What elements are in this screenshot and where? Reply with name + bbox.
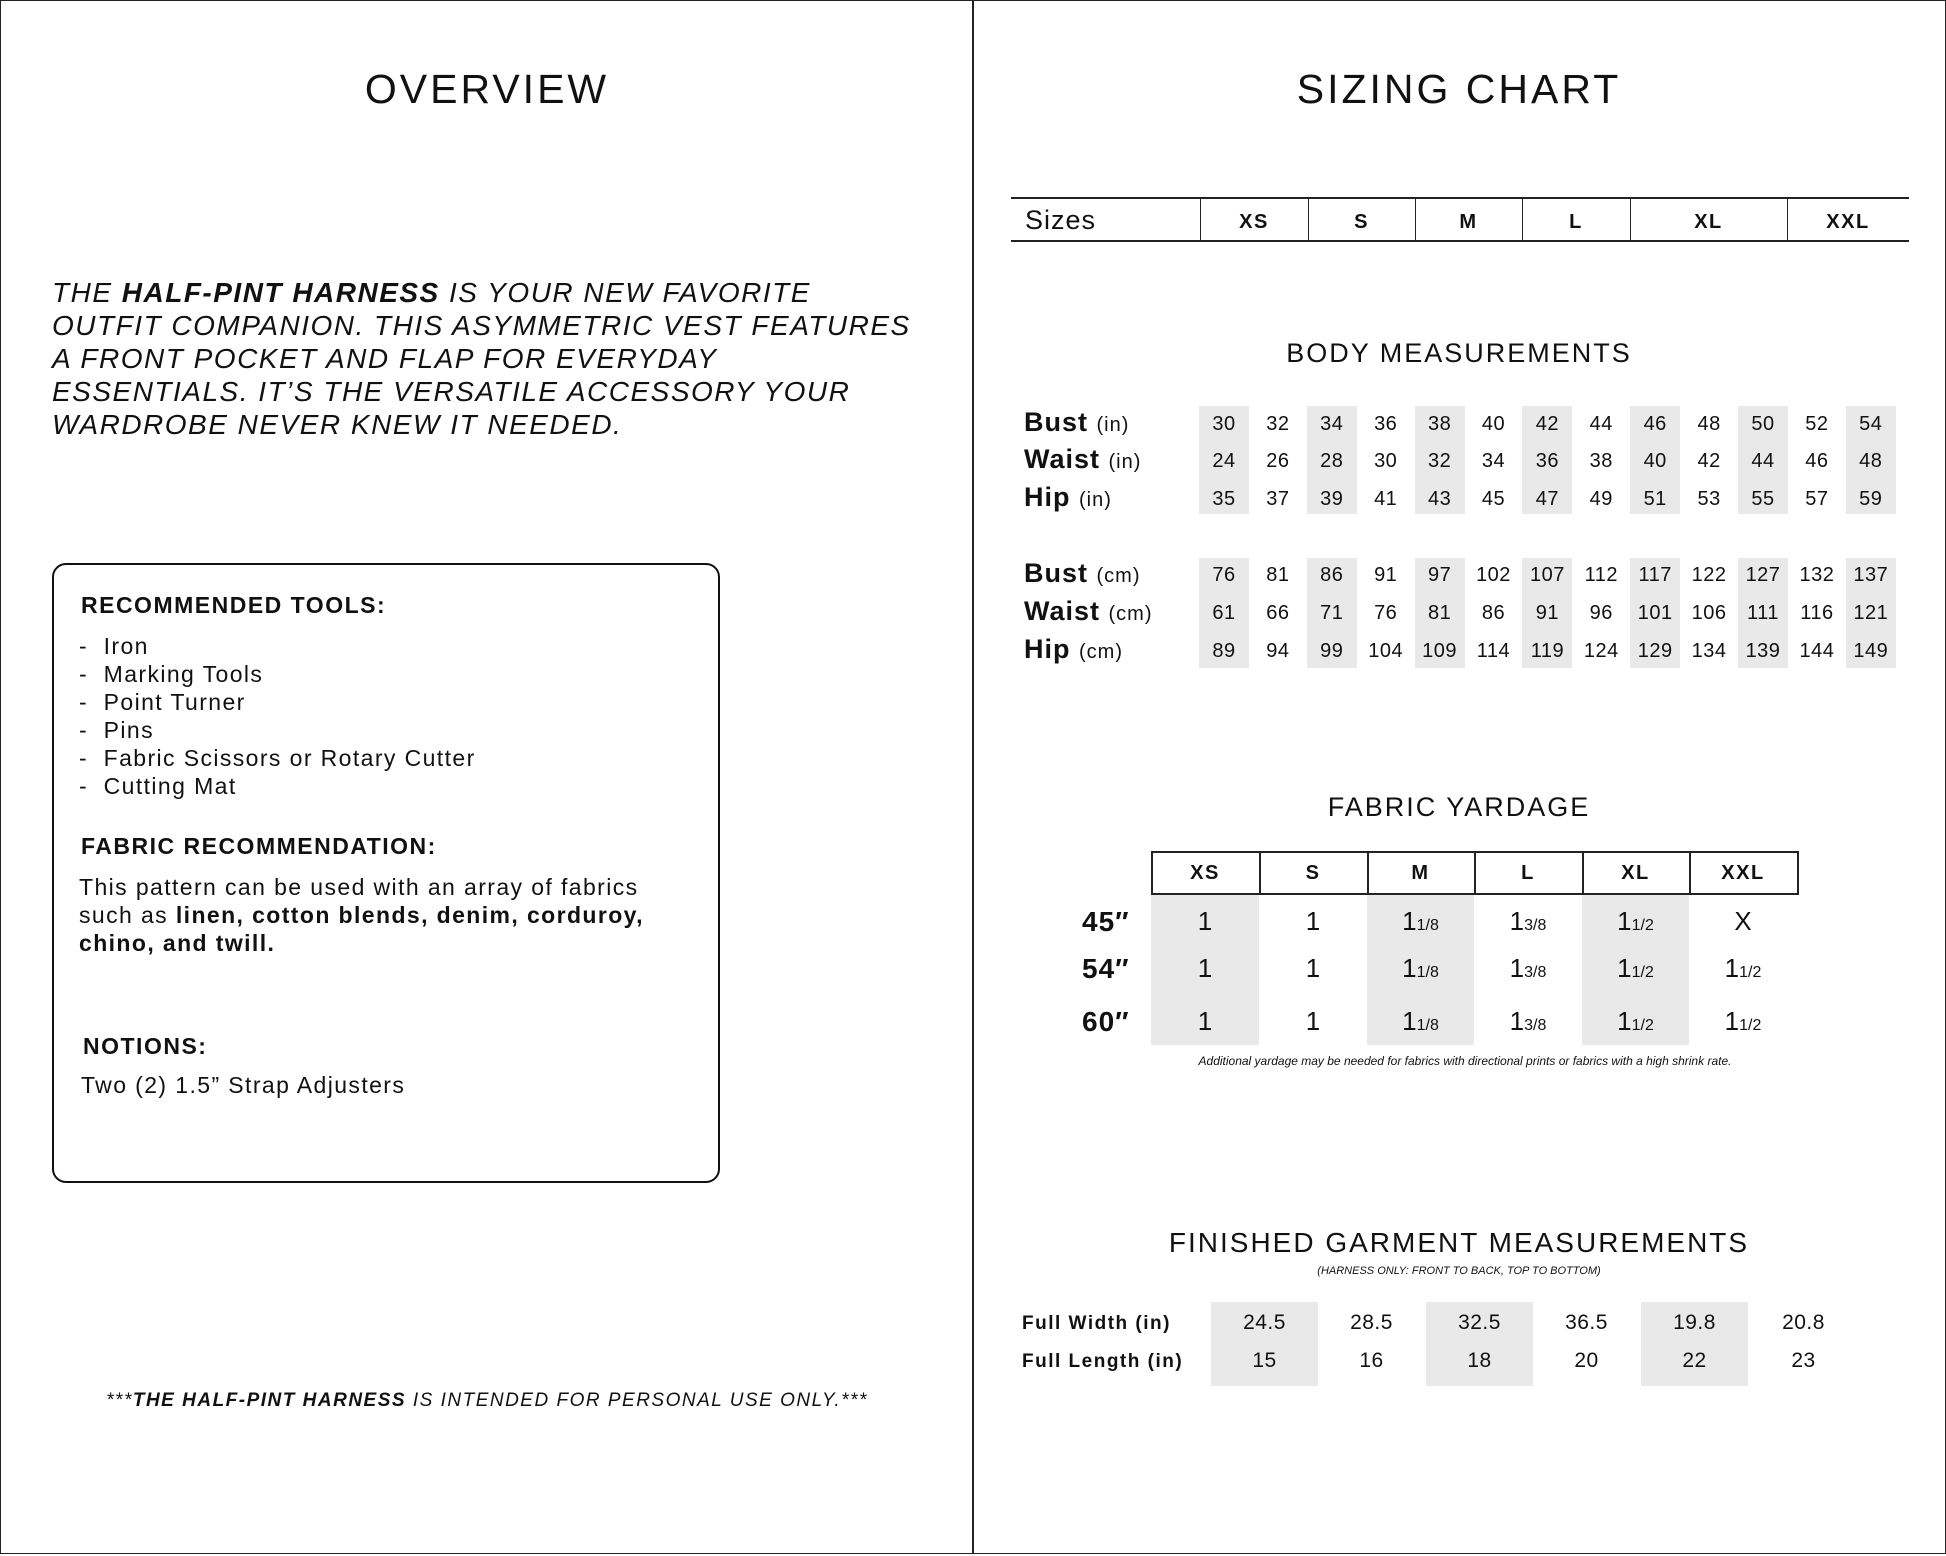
yardage-fraction: 1/8 — [1416, 964, 1439, 981]
yardage-value — [1259, 1006, 1367, 1037]
row-label — [1024, 444, 1141, 475]
yardage-value — [1474, 1006, 1582, 1037]
measurement-value: 89 — [1212, 640, 1236, 662]
yardage-whole: 1 — [1724, 953, 1740, 983]
measurement-value: 119 — [1530, 640, 1565, 662]
footer-post: IS INTENDED FOR PERSONAL USE ONLY.*** — [406, 1390, 868, 1411]
yardage-value — [1582, 953, 1689, 984]
measurement-name: Bust — [1024, 407, 1097, 437]
sizes-top-rule — [1011, 197, 1909, 199]
size-header-cell: XL — [1694, 211, 1723, 233]
row-label — [1024, 482, 1112, 513]
measurement-value: 116 — [1800, 602, 1834, 624]
yardage-width-label: 54″ — [1082, 953, 1130, 984]
measurement-value: 54 — [1859, 413, 1883, 435]
tools-heading: RECOMMENDED TOOLS: — [81, 592, 387, 618]
measurement-value: 44 — [1751, 450, 1775, 472]
measurement-value: 137 — [1853, 564, 1889, 586]
measurement-value: 111 — [1747, 602, 1779, 624]
fabric-text-pre: This pattern can be used with an array of fabrics such as — [79, 874, 639, 928]
measurement-value: 81 — [1427, 602, 1452, 624]
measurement-name: Waist — [1024, 444, 1109, 474]
measurement-value: 66 — [1266, 602, 1290, 624]
yardage-whole: 1 — [1197, 906, 1213, 936]
yardage-fraction: 1/8 — [1416, 1017, 1439, 1034]
fabric-text — [79, 873, 679, 957]
footer-note — [0, 1390, 974, 1412]
yardage-whole: 1 — [1509, 1006, 1525, 1036]
measurement-unit: (in) — [1079, 489, 1112, 511]
overview-title: OVERVIEW — [364, 66, 610, 112]
yardage-whole: 1 — [1509, 953, 1525, 983]
yardage-width-label: 45″ — [1082, 906, 1130, 937]
intro-post: IS YOUR NEW FAVORITE OUTFIT COMPANION. THIS ASYMMETRIC VEST FEATURES A FRONT POCKET AND FLAP FOR EVERYDAY ESSENTIALS. IT’S THE VERSATILE ACCESSORY YOUR WARDROBE NEVER KNEW IT NEEDED. — [52, 277, 911, 440]
yardage-whole: 1 — [1305, 906, 1321, 936]
yardage-fraction: 1/2 — [1739, 1017, 1762, 1034]
measurement-value: 42 — [1697, 450, 1721, 472]
measurement-value: 102 — [1476, 564, 1511, 586]
measurement-value: 76 — [1212, 564, 1236, 586]
yardage-value — [1259, 906, 1367, 937]
measurement-value: 53 — [1697, 488, 1721, 510]
yardage-whole: 1 — [1724, 1006, 1740, 1036]
finished-value: 32.5 — [1458, 1311, 1501, 1334]
measurement-unit: (cm) — [1079, 641, 1123, 663]
yardage-size-header: L — [1521, 862, 1535, 884]
measurement-value: 52 — [1805, 413, 1829, 435]
footer-product-name: THE HALF-PINT HARNESS — [132, 1390, 407, 1411]
measurement-value: 106 — [1691, 602, 1727, 624]
measurement-value: 99 — [1320, 640, 1344, 662]
yardage-size-header: XS — [1190, 862, 1220, 884]
measurement-value: 122 — [1691, 564, 1727, 586]
measurement-value: 76 — [1374, 602, 1398, 624]
row-label — [1024, 634, 1123, 665]
finished-value: 20 — [1574, 1349, 1599, 1372]
size-header-cell: S — [1354, 211, 1369, 233]
measurement-value: 91 — [1374, 564, 1398, 586]
yardage-value — [1151, 1006, 1259, 1037]
footer-pre: *** — [106, 1390, 133, 1411]
measurement-value: 139 — [1745, 640, 1781, 662]
measurement-value: 24 — [1212, 450, 1236, 472]
yardage-value — [1367, 1006, 1474, 1037]
measurement-value: 34 — [1481, 450, 1506, 472]
measurement-value: 121 — [1853, 602, 1889, 624]
measurement-name: Waist — [1024, 596, 1109, 626]
measurement-value: 59 — [1859, 488, 1883, 510]
yardage-whole: 1 — [1305, 1006, 1321, 1036]
measurement-value: 40 — [1643, 450, 1667, 472]
yardage-whole: 1 — [1617, 953, 1632, 983]
yardage-value — [1151, 953, 1259, 984]
yardage-value — [1582, 1006, 1689, 1037]
measurement-name: Hip — [1024, 634, 1079, 664]
yardage-fraction: 3/8 — [1524, 1017, 1547, 1034]
finished-value: 20.8 — [1782, 1311, 1825, 1334]
yardage-fraction: 3/8 — [1524, 964, 1547, 981]
yardage-whole: 1 — [1197, 1006, 1213, 1036]
list-item: - Fabric Scissors or Rotary Cutter — [79, 744, 476, 772]
fabric-heading: FABRIC RECOMMENDATION: — [81, 833, 437, 859]
yardage-size-header: S — [1305, 862, 1321, 884]
yardage-value — [1689, 906, 1797, 937]
measurement-unit: (cm) — [1096, 565, 1141, 587]
measurement-value: 81 — [1266, 564, 1290, 586]
notions-heading: NOTIONS: — [83, 1033, 208, 1059]
measurement-value: 61 — [1212, 602, 1236, 624]
yardage-whole: 1 — [1402, 953, 1417, 983]
finished-value: 18 — [1467, 1349, 1492, 1372]
measurement-value: 45 — [1481, 488, 1506, 510]
measurement-value: 30 — [1212, 413, 1236, 435]
measurement-value: 38 — [1589, 450, 1613, 472]
measurement-value: 57 — [1805, 488, 1829, 510]
yardage-fraction: 1/2 — [1631, 917, 1654, 934]
yardage-fraction: 1/8 — [1416, 917, 1439, 934]
measurement-value: 94 — [1266, 640, 1290, 662]
row-label — [1024, 407, 1129, 438]
fabric-list: linen, cotton blends, denim, corduroy, chino, and twill. — [79, 902, 644, 956]
measurement-value: 48 — [1697, 413, 1721, 435]
yardage-value — [1474, 953, 1582, 984]
measurement-value: 46 — [1643, 413, 1667, 435]
yardage-whole: 1 — [1305, 953, 1321, 983]
measurement-unit: (cm) — [1108, 603, 1153, 625]
finished-subheading: (HARNESS ONLY: FRONT TO BACK, TOP TO BOTTOM) — [1317, 1265, 1601, 1277]
measurement-value: 40 — [1481, 413, 1506, 435]
intro-text — [52, 276, 912, 441]
list-item: - Point Turner — [79, 688, 476, 716]
measurement-value: 39 — [1320, 488, 1344, 510]
yardage-whole: 1 — [1402, 906, 1417, 936]
measurement-value: 37 — [1266, 488, 1290, 510]
measurement-value: 30 — [1374, 450, 1398, 472]
yardage-value — [1259, 953, 1367, 984]
measurement-value: 42 — [1535, 413, 1560, 435]
measurement-name: Hip — [1024, 482, 1079, 512]
yardage-width-label: 60″ — [1082, 1006, 1130, 1037]
measurement-value: 41 — [1374, 488, 1398, 510]
finished-row-label: Full Length (in) — [1022, 1351, 1184, 1372]
measurement-value: 144 — [1799, 640, 1835, 662]
intro-pre: THE — [52, 277, 122, 308]
list-item: - Marking Tools — [79, 660, 476, 688]
measurement-value: 49 — [1589, 488, 1613, 510]
measurement-unit: (in) — [1096, 414, 1130, 436]
body-heading: BODY MEASUREMENTS — [1286, 338, 1632, 368]
measurement-value: 46 — [1805, 450, 1829, 472]
size-header-cell: XXL — [1826, 211, 1870, 233]
finished-heading: FINISHED GARMENT MEASUREMENTS — [1168, 1227, 1750, 1258]
measurement-value: 28 — [1320, 450, 1344, 472]
measurement-value: 34 — [1320, 413, 1344, 435]
measurement-value: 48 — [1859, 450, 1883, 472]
measurement-value: 50 — [1751, 413, 1775, 435]
measurement-value: 107 — [1529, 564, 1565, 586]
yardage-fraction: 3/8 — [1524, 917, 1547, 934]
sizes-bottom-rule — [1011, 240, 1909, 242]
measurement-value: 32 — [1266, 413, 1290, 435]
yardage-size-header: M — [1411, 862, 1430, 884]
yardage-value — [1367, 906, 1474, 937]
measurement-value: 134 — [1691, 640, 1727, 662]
yardage-heading: FABRIC YARDAGE — [1327, 792, 1591, 822]
finished-value: 36.5 — [1565, 1311, 1608, 1334]
yardage-fraction: 1/2 — [1631, 964, 1654, 981]
size-header-cell: L — [1569, 211, 1583, 233]
yardage-value — [1151, 906, 1259, 937]
measurement-value: 47 — [1535, 488, 1560, 510]
yardage-fraction: 1/2 — [1631, 1017, 1654, 1034]
measurement-value: 86 — [1320, 564, 1344, 586]
row-label — [1024, 596, 1153, 627]
measurement-value: 55 — [1751, 488, 1775, 510]
measurement-value: 104 — [1368, 640, 1404, 662]
measurement-value: 96 — [1589, 602, 1613, 624]
measurement-value: 114 — [1476, 640, 1511, 662]
sizes-label: Sizes — [1025, 205, 1097, 235]
intro-product-name: HALF-PINT HARNESS — [121, 277, 440, 308]
measurement-value: 129 — [1637, 640, 1673, 662]
yardage-whole: 1 — [1402, 1006, 1417, 1036]
measurement-value: 32 — [1427, 450, 1452, 472]
yardage-whole: 1 — [1197, 953, 1213, 983]
row-label — [1024, 558, 1140, 589]
measurement-value: 36 — [1374, 413, 1398, 435]
tools-list — [79, 632, 476, 800]
measurement-value: 35 — [1212, 488, 1236, 510]
measurement-value: 38 — [1427, 413, 1452, 435]
finished-value: 15 — [1252, 1349, 1277, 1372]
measurement-value: 127 — [1745, 564, 1781, 586]
yardage-whole: 1 — [1617, 1006, 1632, 1036]
finished-value: 16 — [1359, 1349, 1384, 1372]
measurement-value: 43 — [1427, 488, 1452, 510]
yardage-size-header: XL — [1621, 862, 1650, 884]
yardage-size-header: XXL — [1721, 862, 1765, 884]
measurement-value: 51 — [1643, 488, 1667, 510]
finished-row-label: Full Width (in) — [1022, 1313, 1171, 1334]
measurement-value: 117 — [1638, 564, 1672, 586]
measurement-value: 36 — [1535, 450, 1560, 472]
measurement-value: 44 — [1589, 413, 1613, 435]
measurement-value: 97 — [1427, 564, 1452, 586]
yardage-fraction: 1/2 — [1739, 964, 1762, 981]
sizing-title: SIZING CHART — [1296, 66, 1622, 112]
finished-value: 22 — [1682, 1349, 1707, 1372]
yardage-value — [1367, 953, 1474, 984]
size-header-cell: XS — [1239, 211, 1269, 233]
measurement-value: 91 — [1535, 602, 1560, 624]
list-item: - Cutting Mat — [79, 772, 476, 800]
yardage-divider — [1797, 851, 1799, 895]
yardage-whole: X — [1734, 906, 1752, 936]
measurement-value: 71 — [1320, 602, 1344, 624]
measurement-value: 132 — [1799, 564, 1835, 586]
measurement-value: 26 — [1266, 450, 1290, 472]
size-header-cell: M — [1459, 211, 1478, 233]
yardage-value — [1689, 1006, 1797, 1037]
yardage-whole: 1 — [1617, 906, 1632, 936]
measurement-value: 109 — [1422, 640, 1458, 662]
yardage-whole: 1 — [1509, 906, 1525, 936]
measurement-value: 86 — [1481, 602, 1506, 624]
measurement-name: Bust — [1024, 558, 1097, 588]
finished-value: 23 — [1791, 1349, 1816, 1372]
finished-value: 19.8 — [1673, 1311, 1716, 1334]
yardage-value — [1689, 953, 1797, 984]
finished-value: 24.5 — [1243, 1311, 1286, 1334]
yardage-value — [1582, 906, 1689, 937]
measurement-value: 149 — [1853, 640, 1889, 662]
list-item: - Iron — [79, 632, 476, 660]
measurement-value: 101 — [1637, 602, 1673, 624]
yardage-note: Additional yardage may be needed for fabrics with directional prints or fabrics with a high shrink rate. — [1198, 1054, 1732, 1068]
list-item: - Pins — [79, 716, 476, 744]
yardage-value — [1474, 906, 1582, 937]
measurement-value: 112 — [1584, 564, 1618, 586]
finished-value: 28.5 — [1350, 1311, 1393, 1334]
measurement-value: 124 — [1583, 640, 1619, 662]
measurement-unit: (in) — [1108, 451, 1142, 473]
notions-text: Two (2) 1.5” Strap Adjusters — [81, 1072, 406, 1098]
